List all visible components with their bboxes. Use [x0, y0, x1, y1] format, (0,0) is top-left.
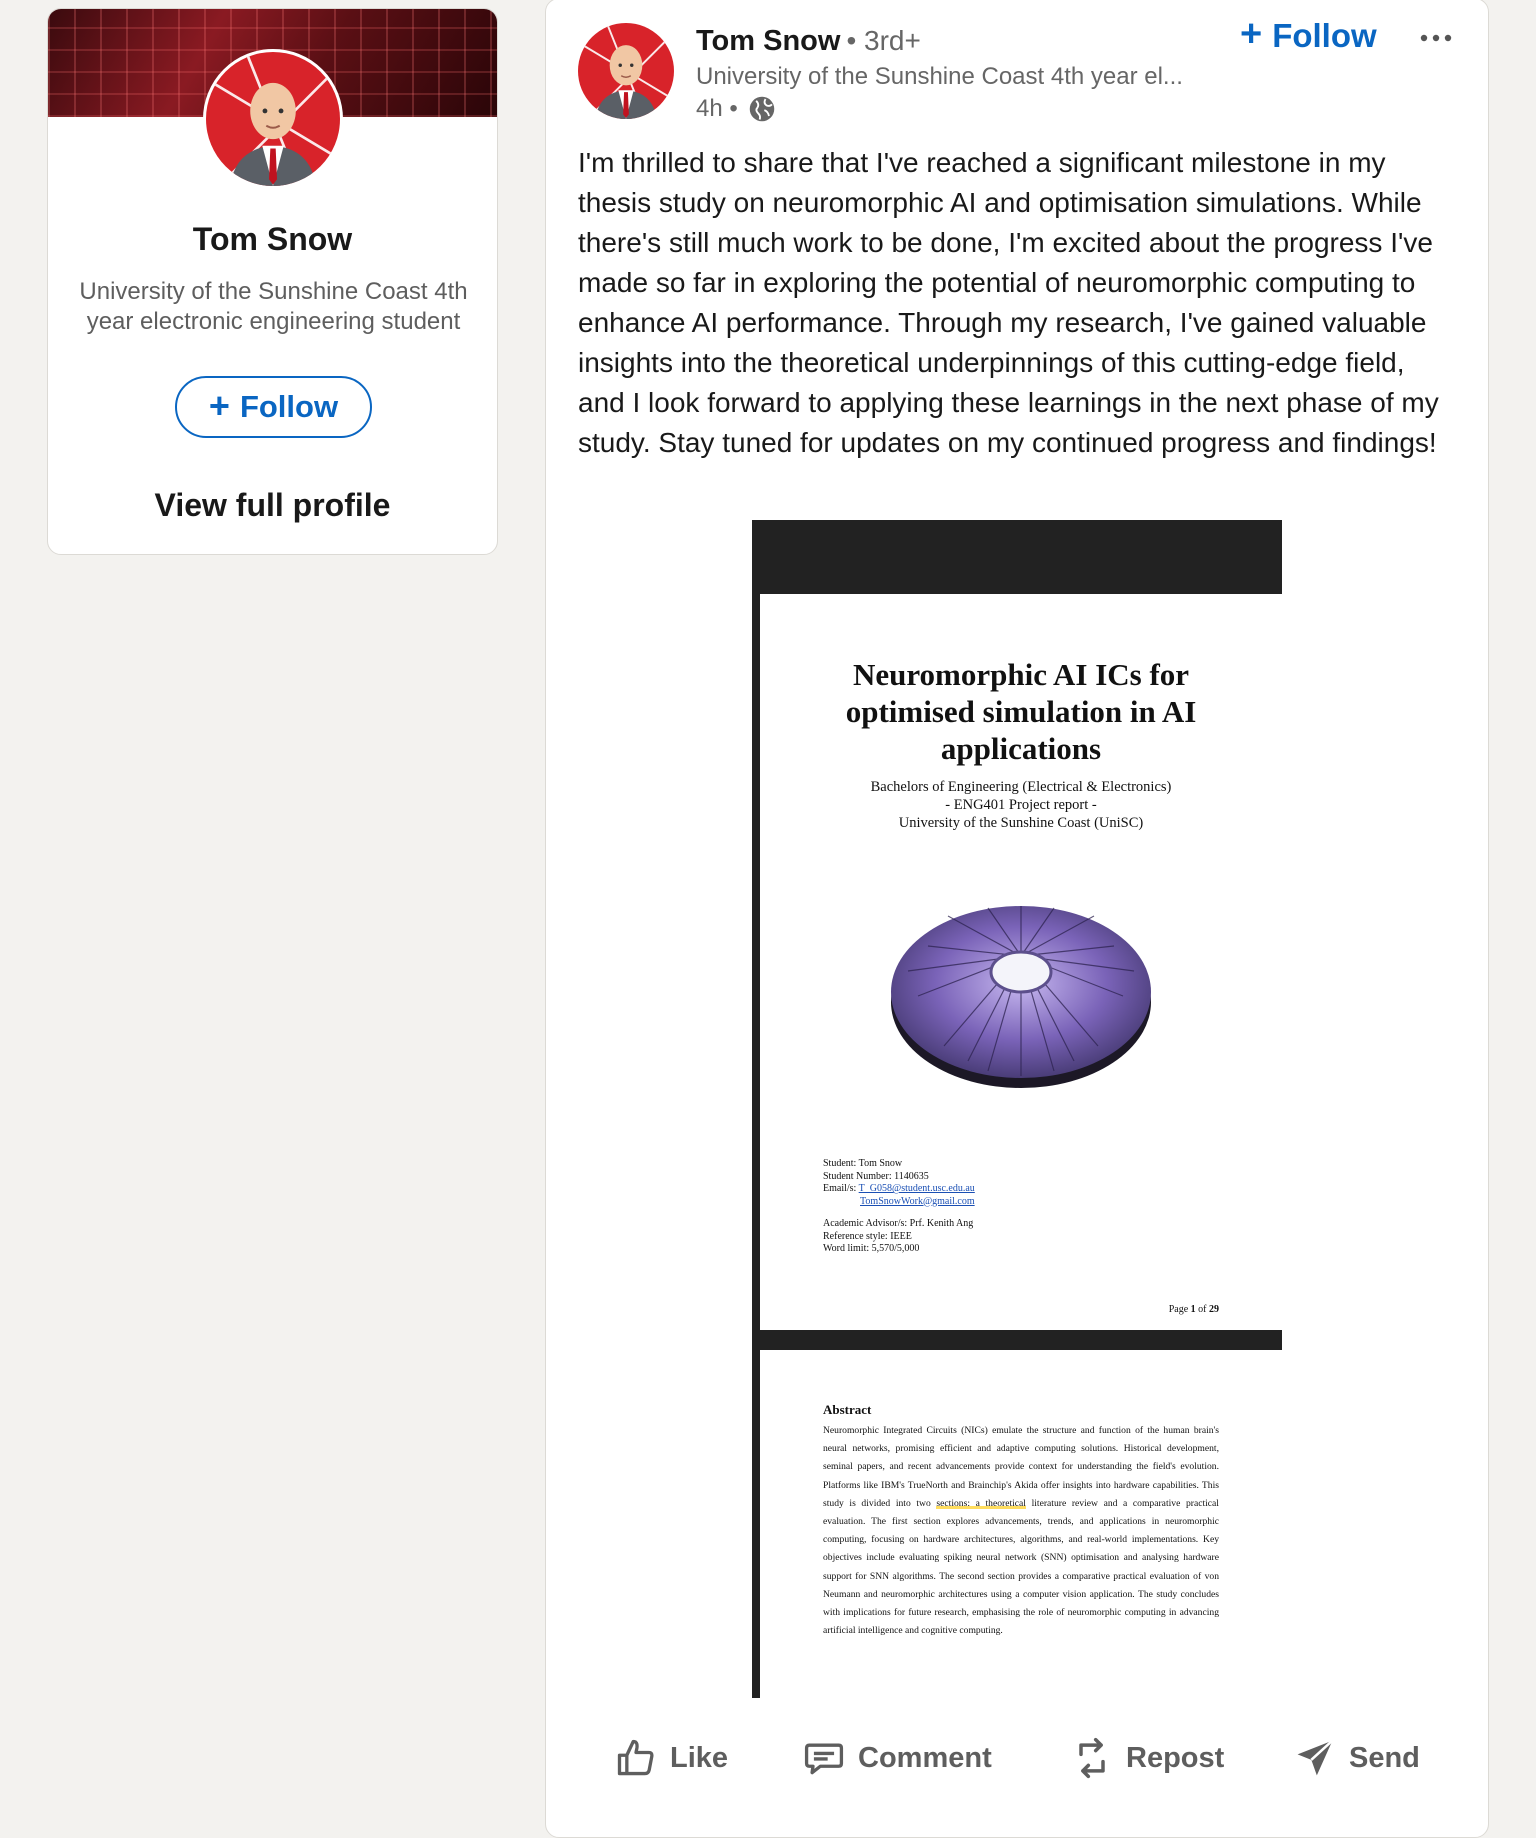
document-student-number: Student Number: 1140635 [823, 1170, 929, 1182]
send-label: Send [1349, 1741, 1420, 1774]
document-page-number [1169, 1304, 1219, 1315]
neuromorphic-chip-image [888, 886, 1154, 1098]
plus-icon: + [208, 384, 230, 426]
profile-card [47, 8, 498, 555]
profile-follow-label: Follow [239, 389, 339, 424]
post-follow-button[interactable] [1240, 13, 1377, 55]
document-subtitle-line: University of the Sunshine Coast (UniSC) [898, 815, 1144, 831]
page-number-part: Page [1168, 1304, 1191, 1315]
email-label: Email/s: [823, 1183, 859, 1194]
abstract-text-part: Neuromorphic Integrated Circuits (NICs) emulate the structure and function of the human brain's neural networks, promising efficient and adaptive computing solutions. Historical development, seminal papers, and recent advancements provide context for understanding the field's evolution. Platforms like IBM's TrueNorth and Brainchip's Akida offer insights into hardware capabilities. This study is divided into two [823, 1425, 1219, 1509]
document-student: Student: Tom Snow [823, 1158, 903, 1169]
post-body-text: I'm thrilled to share that I've reached a significant milestone in my thesis study on neuromorphic AI and optimisation simulations. While there's still much work to be done, I'm excited about the progress I've made so far in exploring the potential of neuromorphic computing to enhance AI performance. Through my research, I've gained valuable insights into the theoretical underpinnings of this cutting-edge field, and I look forward to applying these learnings in the next phase of my study. Stay tuned for updates on my continued progress and findings! [578, 147, 1439, 458]
document-word-limit: Word limit: 5,570/5,000 [823, 1243, 920, 1254]
repost-icon [1070, 1736, 1114, 1780]
post-timestamp [696, 95, 776, 123]
email-link: TomSnowWork@gmail.com [860, 1195, 975, 1207]
like-icon [614, 1736, 658, 1780]
repost-button[interactable] [1070, 1729, 1224, 1787]
post-follow-label: Follow [1272, 17, 1377, 54]
page-number-part: 1 [1190, 1304, 1196, 1315]
globe-icon [748, 95, 776, 123]
document-reference-style: Reference style: IEEE [823, 1230, 912, 1242]
comment-icon [802, 1736, 846, 1780]
post-author-name-row[interactable] [696, 25, 921, 58]
abstract-text-part: literature review and a comparative practical evaluation. The first section explores advancements, trends, and applications in neuromorphic computing, focusing on hardware architectures, algorithms, and real-world implementations. Key objectives include evaluating spiking neural network (SNN) optimisation and analysing hardware support for SNN algorithms. The second section provides a comparative practical evaluation of von Neumann and neuromorphic architectures using a computer vision application. The study concludes with implications for future research, emphasising the role of neuromorphic computing in advancing artificial intelligence and cognitive computing. [823, 1497, 1219, 1637]
post-card [545, 0, 1489, 1838]
page-number-part: of [1195, 1304, 1209, 1315]
post-author-avatar[interactable] [578, 23, 674, 119]
like-button[interactable] [614, 1729, 728, 1787]
comment-label: Comment [858, 1741, 992, 1774]
document-page-1 [760, 594, 1282, 1330]
abstract-highlight: sections: a theoretical [936, 1497, 1026, 1509]
avatar-illustration [206, 52, 340, 186]
document-preview[interactable] [752, 520, 1282, 1698]
post-author-headline: University of the Sunshine Coast 4th year el... [696, 63, 1183, 90]
document-email-row [823, 1196, 975, 1209]
document-advisor: Academic Advisor/s: Prf. Kenith Ang [823, 1218, 974, 1229]
repost-label: Repost [1126, 1741, 1225, 1774]
profile-follow-button[interactable] [175, 376, 372, 438]
document-email-row [823, 1183, 975, 1196]
more-icon[interactable] [1418, 23, 1454, 53]
document-subtitle [760, 778, 1282, 832]
view-full-profile-link[interactable]: View full profile [154, 487, 391, 523]
profile-headline: University of the Sunshine Coast 4th year electronic engineering student [79, 278, 468, 335]
profile-name[interactable]: Tom Snow [192, 221, 353, 257]
page-number-part: 29 [1209, 1304, 1219, 1315]
document-title [760, 656, 1282, 767]
plus-icon: + [1240, 13, 1263, 55]
post-author-name[interactable]: Tom Snow [696, 25, 841, 57]
like-label: Like [670, 1741, 729, 1774]
abstract-text [823, 1422, 1219, 1640]
document-title-line: applications [940, 731, 1102, 766]
profile-avatar[interactable] [203, 49, 343, 189]
send-button[interactable] [1293, 1729, 1420, 1787]
email-link: T_G058@student.usc.edu.au [858, 1183, 975, 1194]
abstract-heading: Abstract [823, 1402, 872, 1417]
document-title-line: optimised simulation in AI [845, 694, 1197, 729]
document-title-line: Neuromorphic AI ICs for [852, 657, 1190, 692]
document-page-2 [760, 1350, 1282, 1698]
spacer [823, 1208, 975, 1218]
post-time-text: 4h • [696, 95, 738, 122]
document-subtitle-line: - ENG401 Project report - [945, 797, 1097, 813]
avatar-illustration [578, 23, 674, 119]
document-subtitle-line: Bachelors of Engineering (Electrical & Electronics) [870, 779, 1172, 795]
comment-button[interactable] [802, 1729, 992, 1787]
send-icon [1293, 1736, 1337, 1780]
document-details [823, 1158, 975, 1256]
connection-degree: • 3rd+ [846, 25, 921, 56]
